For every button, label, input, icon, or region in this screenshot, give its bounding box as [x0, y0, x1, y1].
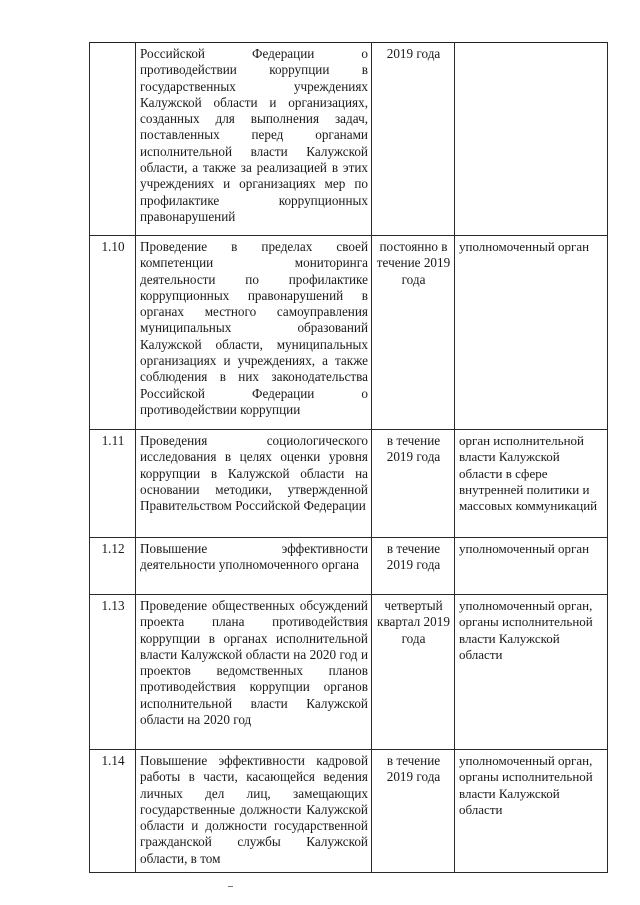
row-term: 2019 года	[372, 43, 455, 236]
row-responsible: орган исполнительной власти Калужской области в сфере внутренней политики и массовых коммуникаций	[455, 430, 608, 538]
row-responsible: уполномоченный орган	[455, 236, 608, 430]
row-responsible: уполномоченный орган	[455, 538, 608, 595]
row-term: постоянно в течение 2019 года	[372, 236, 455, 430]
row-description: Проведение в пределах своей компетенции мониторинга деятельности по профилактике коррупционных правонарушений в органах местного самоуправления муниципальных образований Калужской области, муниципальных организациях и учреждениях, а также соблюдения в них законодательства Российской Федерации о противодействии коррупции	[136, 236, 372, 430]
row-description: Проведение общественных обсуждений проекта плана противодействия коррупции в органах исполнительной власти Калужской области на 2020 год и проектов ведомственных планов противодействия коррупции органов исполнительной власти Калужской области на 2020 год	[136, 595, 372, 750]
row-term: четвертый квартал 2019 года	[372, 595, 455, 750]
row-number: 1.11	[90, 430, 136, 538]
row-description: Повышение эффективности деятельности уполномоченного органа	[136, 538, 372, 595]
table-row	[90, 538, 608, 595]
row-responsible: уполномоченный орган, органы исполнительной власти Калужской области	[455, 750, 608, 873]
row-responsible	[455, 43, 608, 236]
row-number	[90, 43, 136, 236]
table-row	[90, 430, 608, 538]
row-number: 1.12	[90, 538, 136, 595]
row-number: 1.13	[90, 595, 136, 750]
table-row	[90, 750, 608, 873]
row-description: Проведения социологического исследования в целях оценки уровня коррупции в Калужской области на основании методики, утвержденной Правительством Российской Федерации	[136, 430, 372, 538]
row-term: в течение 2019 года	[372, 750, 455, 873]
row-term: в течение 2019 года	[372, 430, 455, 538]
page-mark	[228, 886, 233, 887]
table-row	[90, 595, 608, 750]
row-responsible: уполномоченный орган, органы исполнительной власти Калужской области	[455, 595, 608, 750]
row-description: Повышение эффективности кадровой работы в части, касающейся ведения личных дел лиц, замещающих государственные должности Калужской области и должности государственной гражданской службы Калужской области, в том	[136, 750, 372, 873]
row-number: 1.10	[90, 236, 136, 430]
row-term: в течение 2019 года	[372, 538, 455, 595]
plan-table	[89, 42, 608, 873]
table-row	[90, 43, 608, 236]
row-number: 1.14	[90, 750, 136, 873]
table-row	[90, 236, 608, 430]
row-description: Российской Федерации о противодействии коррупции в государственных учреждениях Калужской области и организациях, созданных для выполнения задач, поставленных перед органами исполнительной власти Калужской области, а также за реализацией в этих учреждениях и организациях мер по профилактике коррупционных правонарушений	[136, 43, 372, 236]
